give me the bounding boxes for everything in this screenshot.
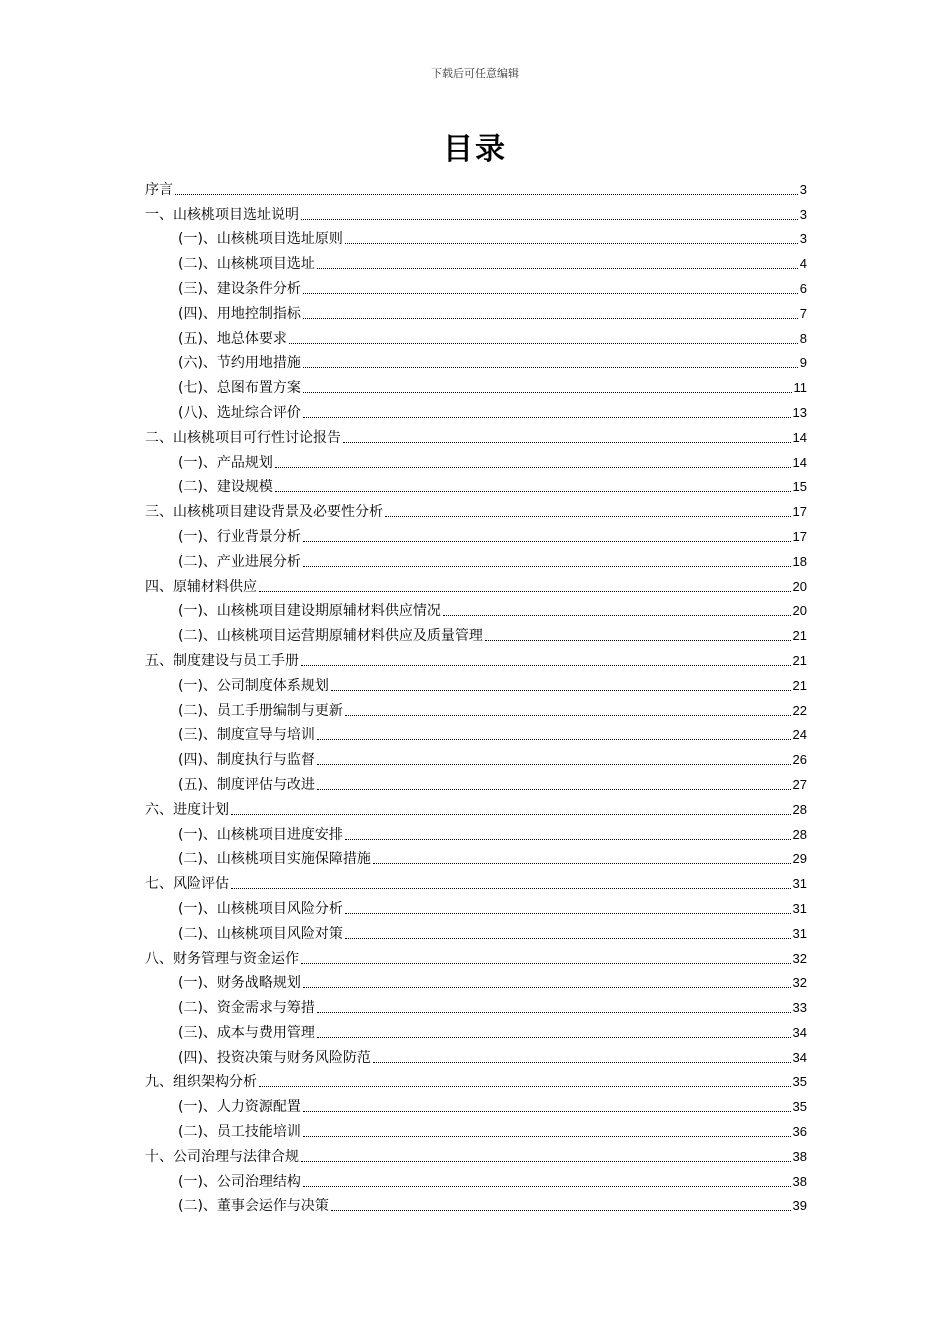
toc-entry-label: (四)、用地控制指标 (178, 305, 301, 322)
toc-dot-leader (303, 566, 791, 567)
toc-entry-label: (一)、山核桃项目建设期原辅材料供应情况 (178, 603, 441, 620)
toc-dot-leader (303, 293, 798, 294)
toc-entry-label: (一)、公司制度体系规划 (178, 677, 329, 694)
toc-entry-page-number: 28 (792, 801, 807, 817)
toc-entry-page-number: 13 (792, 404, 807, 420)
toc-dot-leader (301, 219, 798, 220)
toc-dot-leader (231, 814, 791, 815)
toc-dot-leader (343, 442, 791, 443)
toc-dot-leader (317, 268, 798, 269)
toc-entry-label: (二)、山核桃项目运营期原辅材料供应及质量管理 (178, 628, 483, 645)
toc-entry[interactable] (145, 422, 807, 447)
toc-entry-page-number: 17 (792, 528, 807, 544)
toc-entry[interactable] (145, 521, 807, 546)
toc-dot-leader (345, 243, 798, 244)
toc-entry[interactable] (145, 620, 807, 645)
toc-entry[interactable] (145, 695, 807, 720)
toc-dot-leader (259, 591, 791, 592)
toc-entry-page-number: 38 (792, 1173, 807, 1189)
toc-entry[interactable] (145, 546, 807, 571)
toc-dot-leader (175, 194, 798, 195)
toc-entry-label: (一)、山核桃项目选址原则 (178, 231, 343, 248)
toc-entry[interactable] (145, 1042, 807, 1067)
toc-title: 目录 (443, 132, 507, 167)
toc-entry[interactable] (145, 992, 807, 1017)
toc-entry[interactable] (145, 744, 807, 769)
toc-entry[interactable] (145, 323, 807, 348)
toc-entry[interactable] (145, 1017, 807, 1042)
toc-entry-label: (六)、节约用地措施 (178, 355, 301, 372)
toc-entry-page-number: 17 (792, 504, 807, 520)
toc-entry[interactable] (145, 372, 807, 397)
toc-entry[interactable] (145, 472, 807, 497)
toc-dot-leader (303, 417, 791, 418)
toc-entry-page-number: 14 (792, 454, 807, 470)
toc-entry-page-number: 27 (792, 776, 807, 792)
toc-entry-page-number: 34 (792, 1024, 807, 1040)
toc-entry-label: 五、制度建设与员工手册 (145, 652, 299, 669)
toc-entry-page-number: 32 (792, 950, 807, 966)
toc-entry-label: 十、公司治理与法律合规 (145, 1148, 299, 1165)
toc-entry[interactable] (145, 893, 807, 918)
toc-dot-leader (275, 491, 791, 492)
toc-entry[interactable] (145, 571, 807, 596)
toc-entry-label: (二)、山核桃项目风险对策 (178, 925, 343, 942)
toc-entry[interactable] (145, 496, 807, 521)
toc-entry[interactable] (145, 298, 807, 323)
toc-entry-label: (一)、山核桃项目风险分析 (178, 900, 343, 917)
toc-entry-page-number: 3 (799, 206, 807, 222)
toc-dot-leader (331, 1210, 791, 1211)
toc-dot-leader (303, 1111, 791, 1112)
toc-dot-leader (303, 1136, 791, 1137)
toc-entry[interactable] (145, 670, 807, 695)
toc-dot-leader (317, 789, 791, 790)
toc-entry-label: (一)、产品规划 (178, 454, 273, 471)
toc-dot-leader (317, 1012, 791, 1013)
toc-entry-label: (三)、制度宣导与培训 (178, 727, 315, 744)
toc-entry[interactable] (145, 1091, 807, 1116)
toc-entry-page-number: 34 (792, 1049, 807, 1065)
toc-entry[interactable] (145, 1067, 807, 1092)
toc-entry-page-number: 26 (792, 752, 807, 768)
toc-dot-leader (485, 640, 791, 641)
toc-entry-page-number: 31 (792, 925, 807, 941)
toc-dot-leader (231, 888, 791, 889)
toc-entry-label: (五)、制度评估与改进 (178, 776, 315, 793)
toc-dot-leader (303, 318, 798, 319)
toc-entry-page-number: 21 (792, 652, 807, 668)
toc-entry-page-number: 36 (792, 1124, 807, 1140)
toc-dot-leader (303, 1186, 791, 1187)
toc-entry-page-number: 33 (792, 1000, 807, 1016)
table-of-contents (145, 174, 807, 1215)
toc-entry-label: 七、风险评估 (145, 876, 229, 893)
toc-dot-leader (345, 839, 791, 840)
toc-entry-label: 六、进度计划 (145, 801, 229, 818)
toc-entry-page-number: 3 (799, 231, 807, 247)
toc-entry[interactable] (145, 447, 807, 472)
toc-dot-leader (385, 516, 791, 517)
toc-entry-label: (二)、资金需求与筹措 (178, 1000, 315, 1017)
toc-entry-page-number: 29 (792, 851, 807, 867)
toc-entry[interactable] (145, 645, 807, 670)
toc-dot-leader (301, 665, 791, 666)
toc-entry[interactable] (145, 1141, 807, 1166)
toc-entry[interactable] (145, 224, 807, 249)
page-header-note: 下载后可任意编辑 (431, 67, 519, 80)
toc-entry-page-number: 32 (792, 975, 807, 991)
toc-entry[interactable] (145, 720, 807, 745)
toc-entry[interactable] (145, 943, 807, 968)
toc-entry-label: (四)、制度执行与监督 (178, 752, 315, 769)
toc-entry-page-number: 39 (792, 1198, 807, 1214)
toc-dot-leader (303, 541, 791, 542)
toc-entry[interactable] (145, 397, 807, 422)
toc-entry-label: (一)、财务战略规划 (178, 975, 301, 992)
toc-entry-page-number: 38 (792, 1148, 807, 1164)
toc-entry-label: (七)、总图布置方案 (178, 380, 301, 397)
toc-entry-page-number: 8 (799, 330, 807, 346)
toc-entry-label: 序言 (145, 181, 173, 198)
toc-entry-label: (二)、员工手册编制与更新 (178, 702, 343, 719)
toc-entry[interactable] (145, 1116, 807, 1141)
toc-entry-label: (三)、建设条件分析 (178, 280, 301, 297)
toc-entry-label: (八)、选址综合评价 (178, 404, 301, 421)
toc-entry-page-number: 18 (792, 553, 807, 569)
toc-dot-leader (345, 913, 791, 914)
toc-entry-page-number: 11 (793, 380, 807, 396)
toc-entry[interactable] (145, 1191, 807, 1216)
toc-entry-label: (一)、人力资源配置 (178, 1099, 301, 1116)
toc-entry-label: (一)、行业背景分析 (178, 528, 301, 545)
toc-entry[interactable] (145, 918, 807, 943)
toc-entry-label: 二、山核桃项目可行性讨论报告 (145, 429, 341, 446)
toc-entry-label: (二)、董事会运作与决策 (178, 1198, 329, 1215)
toc-entry-page-number: 31 (792, 900, 807, 916)
toc-entry-page-number: 31 (792, 876, 807, 892)
toc-dot-leader (317, 764, 791, 765)
toc-entry-label: (二)、山核桃项目选址 (178, 256, 315, 273)
toc-dot-leader (303, 367, 798, 368)
toc-dot-leader (275, 467, 791, 468)
toc-entry-label: (二)、山核桃项目实施保障措施 (178, 851, 371, 868)
toc-dot-leader (289, 343, 798, 344)
toc-dot-leader (443, 615, 791, 616)
toc-entry-page-number: 15 (792, 479, 807, 495)
toc-entry-page-number: 14 (792, 429, 807, 445)
toc-dot-leader (373, 863, 791, 864)
toc-entry[interactable] (145, 248, 807, 273)
toc-entry-page-number: 20 (792, 603, 807, 619)
toc-entry-page-number: 35 (792, 1099, 807, 1115)
toc-entry-label: (一)、公司治理结构 (178, 1173, 301, 1190)
toc-dot-leader (345, 938, 791, 939)
toc-entry[interactable] (145, 1166, 807, 1191)
toc-entry-label: (四)、投资决策与财务风险防范 (178, 1049, 371, 1066)
toc-entry-page-number: 6 (799, 280, 807, 296)
toc-dot-leader (301, 963, 791, 964)
toc-dot-leader (303, 987, 791, 988)
toc-entry[interactable] (145, 199, 807, 224)
toc-entry-label: (一)、山核桃项目进度安排 (178, 826, 343, 843)
toc-entry[interactable] (145, 794, 807, 819)
toc-dot-leader (317, 739, 791, 740)
toc-entry-page-number: 20 (792, 578, 807, 594)
toc-entry-label: 一、山核桃项目选址说明 (145, 206, 299, 223)
toc-entry[interactable] (145, 596, 807, 621)
toc-entry-page-number: 24 (792, 727, 807, 743)
toc-entry[interactable] (145, 968, 807, 993)
toc-entry-page-number: 7 (799, 305, 807, 321)
toc-entry[interactable] (145, 174, 807, 199)
toc-entry[interactable] (145, 819, 807, 844)
toc-dot-leader (345, 715, 791, 716)
toc-entry-label: 三、山核桃项目建设背景及必要性分析 (145, 504, 383, 521)
toc-entry-page-number: 21 (792, 677, 807, 693)
toc-entry-page-number: 28 (792, 826, 807, 842)
toc-entry-page-number: 21 (792, 628, 807, 644)
toc-entry-label: (二)、员工技能培训 (178, 1124, 301, 1141)
toc-dot-leader (301, 1161, 791, 1162)
toc-entry-label: (二)、产业进展分析 (178, 553, 301, 570)
toc-entry[interactable] (145, 769, 807, 794)
toc-entry[interactable] (145, 273, 807, 298)
toc-dot-leader (303, 392, 792, 393)
toc-entry-page-number: 9 (799, 355, 807, 371)
toc-dot-leader (317, 1037, 791, 1038)
toc-entry-label: (三)、成本与费用管理 (178, 1024, 315, 1041)
toc-entry-page-number: 35 (792, 1074, 807, 1090)
toc-entry-label: (五)、地总体要求 (178, 330, 287, 347)
toc-entry[interactable] (145, 348, 807, 373)
toc-entry-label: 九、组织架构分析 (145, 1074, 257, 1091)
toc-dot-leader (331, 690, 791, 691)
toc-entry-label: (二)、建设规模 (178, 479, 273, 496)
toc-entry-page-number: 22 (792, 702, 807, 718)
toc-entry-label: 四、原辅材料供应 (145, 578, 257, 595)
toc-entry[interactable] (145, 844, 807, 869)
toc-entry-label: 八、财务管理与资金运作 (145, 950, 299, 967)
toc-entry-page-number: 4 (799, 256, 807, 272)
toc-entry[interactable] (145, 868, 807, 893)
toc-dot-leader (373, 1062, 791, 1063)
toc-dot-leader (259, 1086, 791, 1087)
toc-entry-page-number: 3 (799, 181, 807, 197)
